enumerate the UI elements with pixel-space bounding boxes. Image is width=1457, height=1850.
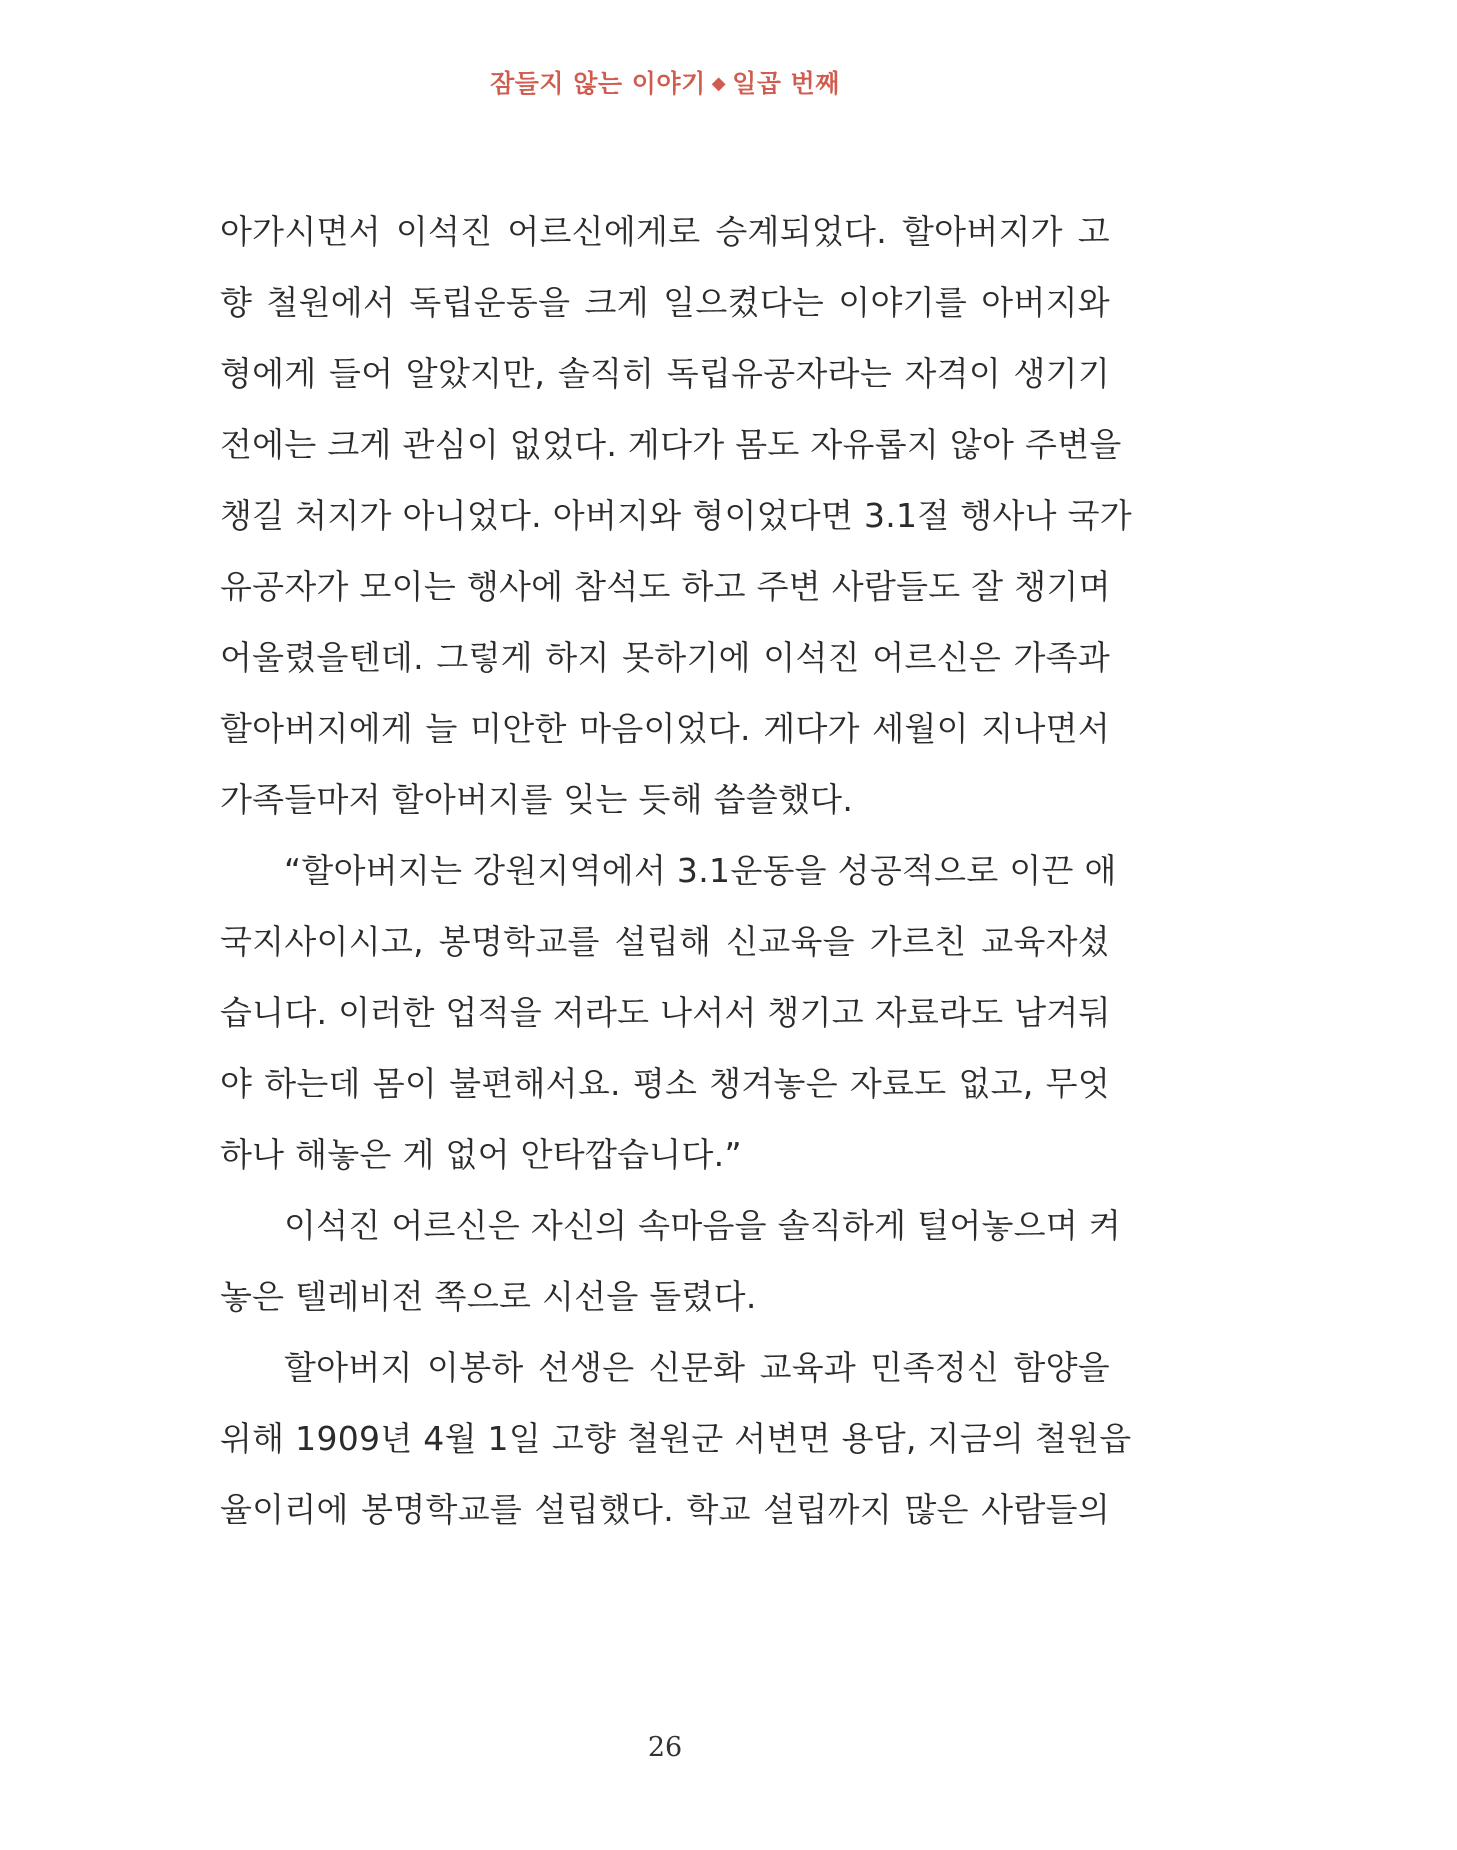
running-header <box>0 64 1330 100</box>
text-line: 야 하는데 몸이 불편해서요. 평소 챙겨놓은 자료도 없고, 무엇 <box>220 1064 1110 1103</box>
text-line: 전에는 크게 관심이 없었다. 게다가 몸도 자유롭지 않아 주변을 <box>220 425 1122 464</box>
text-line: 향 철원에서 독립운동을 크게 일으켰다는 이야기를 아버지와 <box>220 283 1110 322</box>
text-line: 어울렸을텐데. 그렇게 하지 못하기에 이석진 어르신은 가족과 <box>220 638 1110 677</box>
page-number: 26 <box>647 1732 683 1763</box>
running-header-title: 잠들지 않는 이야기 <box>490 69 706 98</box>
text-line: 유공자가 모이는 행사에 참석도 하고 주변 사람들도 잘 챙기며 <box>220 567 1111 606</box>
text-line: 습니다. 이러한 업적을 저라도 나서서 챙기고 자료라도 남겨둬 <box>220 993 1111 1032</box>
text-line: 하나 해놓은 게 없어 안타깝습니다.” <box>220 1135 742 1174</box>
body-text <box>220 196 1132 1545</box>
text-line: “할아버지는 강원지역에서 3.1운동을 성공적으로 이끈 애 <box>284 851 1117 890</box>
text-line: 할아버지에게 늘 미안한 마음이었다. 게다가 세월이 지나면서 <box>220 709 1110 748</box>
text-line: 국지사이시고, 봉명학교를 설립해 신교육을 가르친 교육자셨 <box>220 922 1110 961</box>
running-header-chapter: 일곱 번째 <box>732 69 840 98</box>
text-line: 가족들마저 할아버지를 잊는 듯해 씁쓸했다. <box>220 780 854 819</box>
text-line: 챙길 처지가 아니었다. 아버지와 형이었다면 3.1절 행사나 국가 <box>220 496 1132 535</box>
text-line: 아가시면서 이석진 어르신에게로 승계되었다. 할아버지가 고 <box>220 212 1110 251</box>
text-line: 율이리에 봉명학교를 설립했다. 학교 설립까지 많은 사람들의 <box>220 1490 1110 1529</box>
diamond-separator-icon: ◆ <box>711 73 727 94</box>
text-line: 놓은 텔레비전 쪽으로 시선을 돌렸다. <box>220 1277 757 1316</box>
text-line: 위해 1909년 4월 1일 고향 철원군 서변면 용담, 지금의 철원읍 <box>220 1419 1132 1458</box>
text-line: 이석진 어르신은 자신의 속마음을 솔직하게 털어놓으며 켜 <box>284 1206 1122 1245</box>
text-line: 형에게 들어 알았지만, 솔직히 독립유공자라는 자격이 생기기 <box>220 354 1110 393</box>
text-line: 할아버지 이봉하 선생은 신문화 교육과 민족정신 함양을 <box>284 1348 1110 1387</box>
